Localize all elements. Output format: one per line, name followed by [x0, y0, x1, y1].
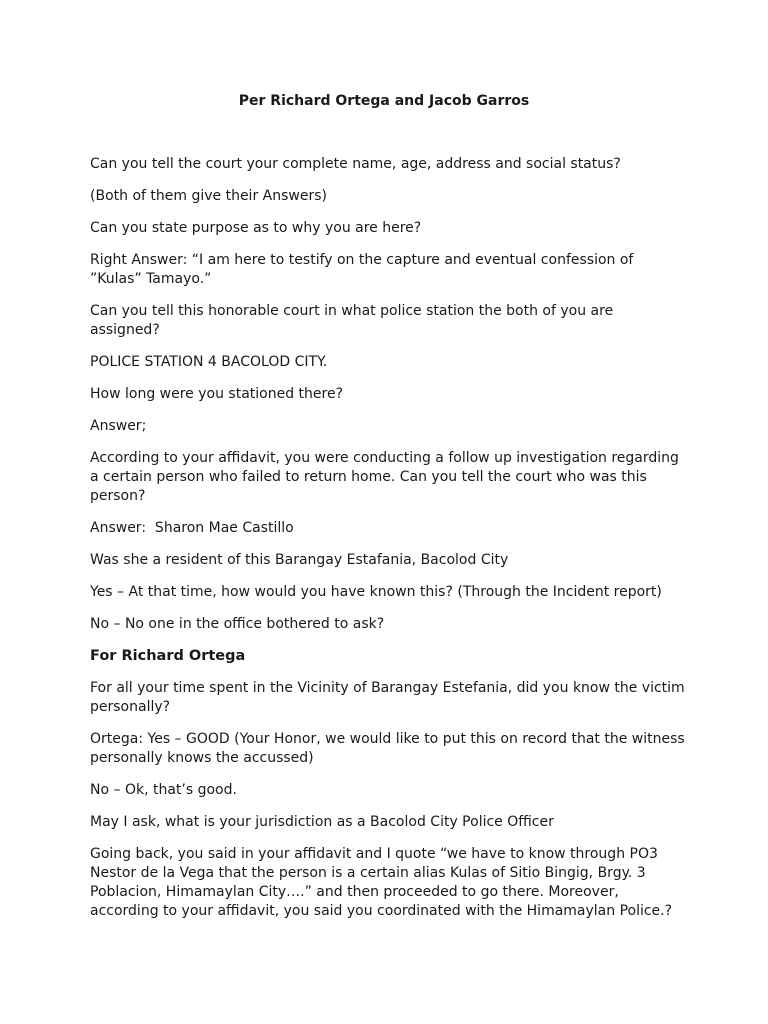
text-line: Can you state purpose as to why you are here? [90, 220, 422, 236]
text-line: ”Kulas” Tamayo.” [90, 271, 212, 287]
note-paragraph [90, 187, 690, 206]
text-line: Was she a resident of this Barangay Estafania, Bacolod City [90, 552, 509, 568]
text-line: Poblacion, Himamaylan City….” and then proceeded to go there. Moreover, [90, 884, 619, 900]
document-body [90, 155, 690, 934]
question-paragraph [90, 449, 690, 506]
text-line: POLICE STATION 4 BACOLOD CITY. [90, 354, 328, 370]
text-line: Answer: Sharon Mae Castillo [90, 520, 294, 536]
text-line: How long were you stationed there? [90, 386, 344, 402]
question-paragraph [90, 385, 690, 404]
answer-paragraph [90, 251, 690, 289]
question-paragraph [90, 551, 690, 570]
text-line: Yes – At that time, how would you have known this? (Through the Incident report) [90, 584, 662, 600]
text-line: Answer; [90, 418, 147, 434]
text-line: a certain person who failed to return home. Can you tell the court who was this [90, 469, 647, 485]
document-title: Per Richard Ortega and Jacob Garros [238, 93, 530, 109]
text-line: personally? [90, 699, 171, 715]
text-line: Can you tell the court your complete name, age, address and social status? [90, 156, 621, 172]
answer-paragraph [90, 417, 690, 436]
question-paragraph [90, 302, 690, 340]
answer-paragraph [90, 353, 690, 372]
answer-paragraph [90, 583, 690, 602]
text-line: No – Ok, that’s good. [90, 782, 237, 798]
answer-paragraph [90, 615, 690, 634]
question-paragraph [90, 845, 690, 921]
text-line: Going back, you said in your affidavit and I quote “we have to know through PO3 [90, 846, 658, 862]
text-line: assigned? [90, 322, 160, 338]
answer-paragraph [90, 519, 690, 538]
question-paragraph [90, 155, 690, 174]
text-line: Right Answer: “I am here to testify on the capture and eventual confession of [90, 252, 634, 268]
question-paragraph [90, 679, 690, 717]
text-line: According to your affidavit, you were conducting a follow up investigation regarding [90, 450, 679, 466]
answer-paragraph [90, 781, 690, 800]
text-line: Ortega: Yes – GOOD (Your Honor, we would like to put this on record that the witness [90, 731, 685, 747]
text-line: Nestor de la Vega that the person is a certain alias Kulas of Sitio Bingig, Brgy. 3 [90, 865, 646, 881]
text-line: May I ask, what is your jurisdiction as a Bacolod City Police Officer [90, 814, 554, 830]
text-line: For all your time spent in the Vicinity of Barangay Estefania, did you know the victim [90, 680, 685, 696]
answer-paragraph [90, 730, 690, 768]
text-line: person? [90, 488, 146, 504]
text-line: (Both of them give their Answers) [90, 188, 327, 204]
question-paragraph [90, 219, 690, 238]
section-heading: For Richard Ortega [90, 648, 246, 664]
text-line: according to your affidavit, you said you coordinated with the Himamaylan Police.? [90, 903, 673, 919]
question-paragraph [90, 813, 690, 832]
text-line: No – No one in the office bothered to ask? [90, 616, 385, 632]
text-line: personally knows the accussed) [90, 750, 314, 766]
text-line: Can you tell this honorable court in what police station the both of you are [90, 303, 614, 319]
